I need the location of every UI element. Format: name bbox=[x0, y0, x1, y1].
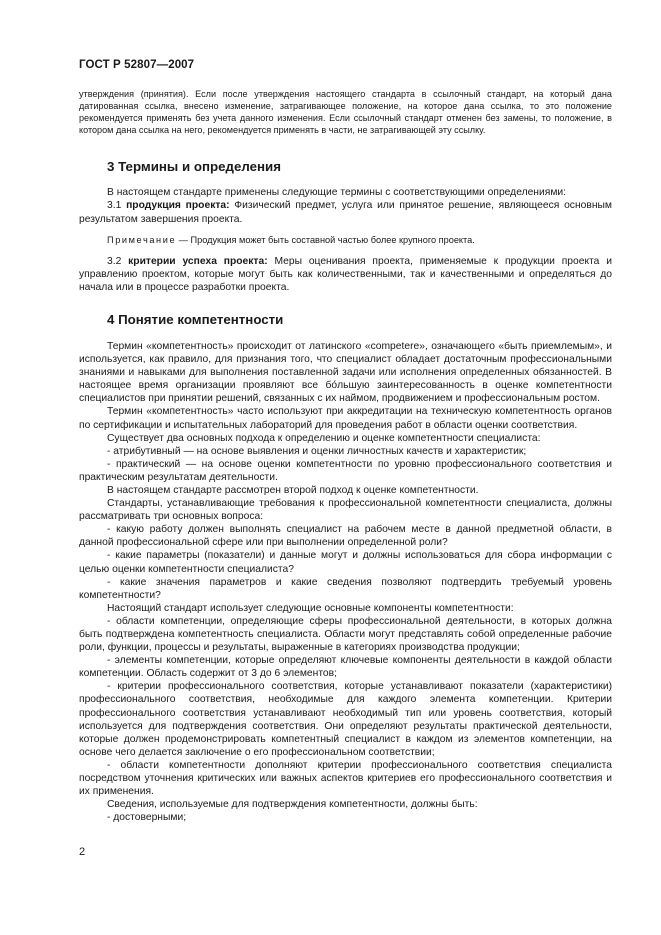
list-item: - атрибутивный — на основе выявления и оценки личностных качеств и характеристик; bbox=[107, 445, 527, 457]
page-content bbox=[79, 88, 612, 824]
term-number: 3.2 bbox=[107, 255, 129, 267]
paragraph: Сведения, используемые для подтверждения компетентности, должны быть: bbox=[107, 799, 478, 811]
list-item: - критерии профессионального соответствия, которые устанавливают показатели (характеристики) профессионального соответствия, необходимые для каждого элемента компетенции. Критерии профессионального соответствия устанавливают необходимый тип или уровень соответствия, который используется для подтверждения соответствия. Они определяют результаты практической деятельности, которые должен продемонстрировать компетентный специалист в каждом из элементов компетенции, на основе чего делается заключение о его профессиональном соответствии; bbox=[79, 681, 612, 758]
list-item: - практический — на основе оценки компетентности по уровню профессионального соответствия и практическим результатам деятельности. bbox=[79, 458, 612, 483]
intro-paragraph: утверждения (принятия). Если после утверждения настоящего стандарта в ссылочный стандарт, на который дана датированная ссылка, внесено изменение, затрагивающее положение, на которое дана ссылка, то это положение рекомендуется применять без учета данного изменения. Если ссылочный стандарт отменен без замены, то положение, в котором дана ссылка на него, рекомендуется применять в части, не затрагивающей эту ссылку. bbox=[79, 89, 612, 136]
page-number: 2 bbox=[79, 846, 86, 858]
term-number: 3.1 bbox=[107, 200, 127, 212]
paragraph: В настоящем стандарте рассмотрен второй подход к оценке компетентности. bbox=[107, 484, 479, 496]
section-4-heading: 4 Понятие компетентности bbox=[107, 311, 284, 327]
list-item: - какие значения параметров и какие сведения позволяют подтвердить требуемый уровень компетентности? bbox=[79, 576, 612, 601]
standard-code-header: ГОСТ Р 52807—2007 bbox=[79, 59, 195, 71]
list-item: - достоверными; bbox=[107, 812, 187, 824]
term-3-2 bbox=[79, 255, 612, 294]
note bbox=[79, 234, 612, 246]
note-label: Примечание bbox=[107, 234, 177, 245]
paragraph: Термин «компетентность» часто используют при аккредитации на техническую компетентность органов по сертификации и испытательных лабораторий для проведения работ в области оценки соответствия. bbox=[79, 406, 612, 431]
term-name: продукция проекта: bbox=[126, 200, 230, 212]
paragraph: Стандарты, устанавливающие требования к профессиональной компетентности специалиста, должны рассматривать три основных вопроса: bbox=[79, 498, 612, 523]
list-item: - какую работу должен выполнять специалист на рабочем месте в данной предметной области, в данной профессиональной сфере или при выполнении определенной роли? bbox=[79, 524, 612, 549]
section-3-heading: 3 Термины и определения bbox=[107, 159, 281, 175]
list-item: - области компетенции, определяющие сферы профессиональной деятельности, в которых должна быть подтверждена компетентность специалиста. Области могут представлять собой определенные рабочие роли, функции, процессы и результаты, выраженные в категориях производства продукции; bbox=[79, 615, 612, 654]
term-3-1 bbox=[79, 199, 612, 225]
term-name: критерии успеха проекта: bbox=[128, 255, 268, 267]
list-item: - какие параметры (показатели) и данные могут и должны использоваться для сбора информации с целью оценки компетентности специалиста? bbox=[79, 550, 612, 575]
list-item: - области компетентности дополняют критерии профессионального соответствия специалиста посредством уточнения критических или важных аспектов критериев его профессионального соответствия и их применения. bbox=[79, 759, 612, 798]
term-definition: Меры оценивания проекта, применяемые к продукции проекта и управлению проектом, которые могут быть как количественными, так и качественными и определяться до начала или в процессе разработки проекта. bbox=[79, 255, 612, 293]
list-item: - элементы компетенции, которые определяют ключевые компоненты деятельности в каждой области компетенции. Область содержит от 3 до 6 элементов; bbox=[79, 655, 612, 680]
paragraph: Термин «компетентность» происходит от латинского «competere», означающего «быть приемлемым», и используется, как правило, для признания того, что специалист обладает достаточным профессиональными знаниями и навыками для выполнения поставленной задачи или исполнения определенных обязанностей. В настоящее время организации проявляют все бо́льшую заинтересованность в оценке компетентности специалистов при принятии решений, связанных с их наймом, продвижением и профессиональным ростом. bbox=[79, 340, 612, 405]
term-definition: Физический предмет, услуга или принятое решение, являющееся основным результатом завершения проекта. bbox=[79, 200, 612, 225]
note-text: — Продукция может быть составной частью более крупного проекта. bbox=[176, 234, 475, 245]
section-3-lead: В настоящем стандарте применены следующие термины с соответствующими определениями: bbox=[107, 187, 567, 199]
paragraph: Существует два основных подхода к определению и оценке компетентности специалиста: bbox=[107, 432, 541, 444]
paragraph: Настоящий стандарт использует следующие основные компоненты компетентности: bbox=[107, 602, 514, 614]
